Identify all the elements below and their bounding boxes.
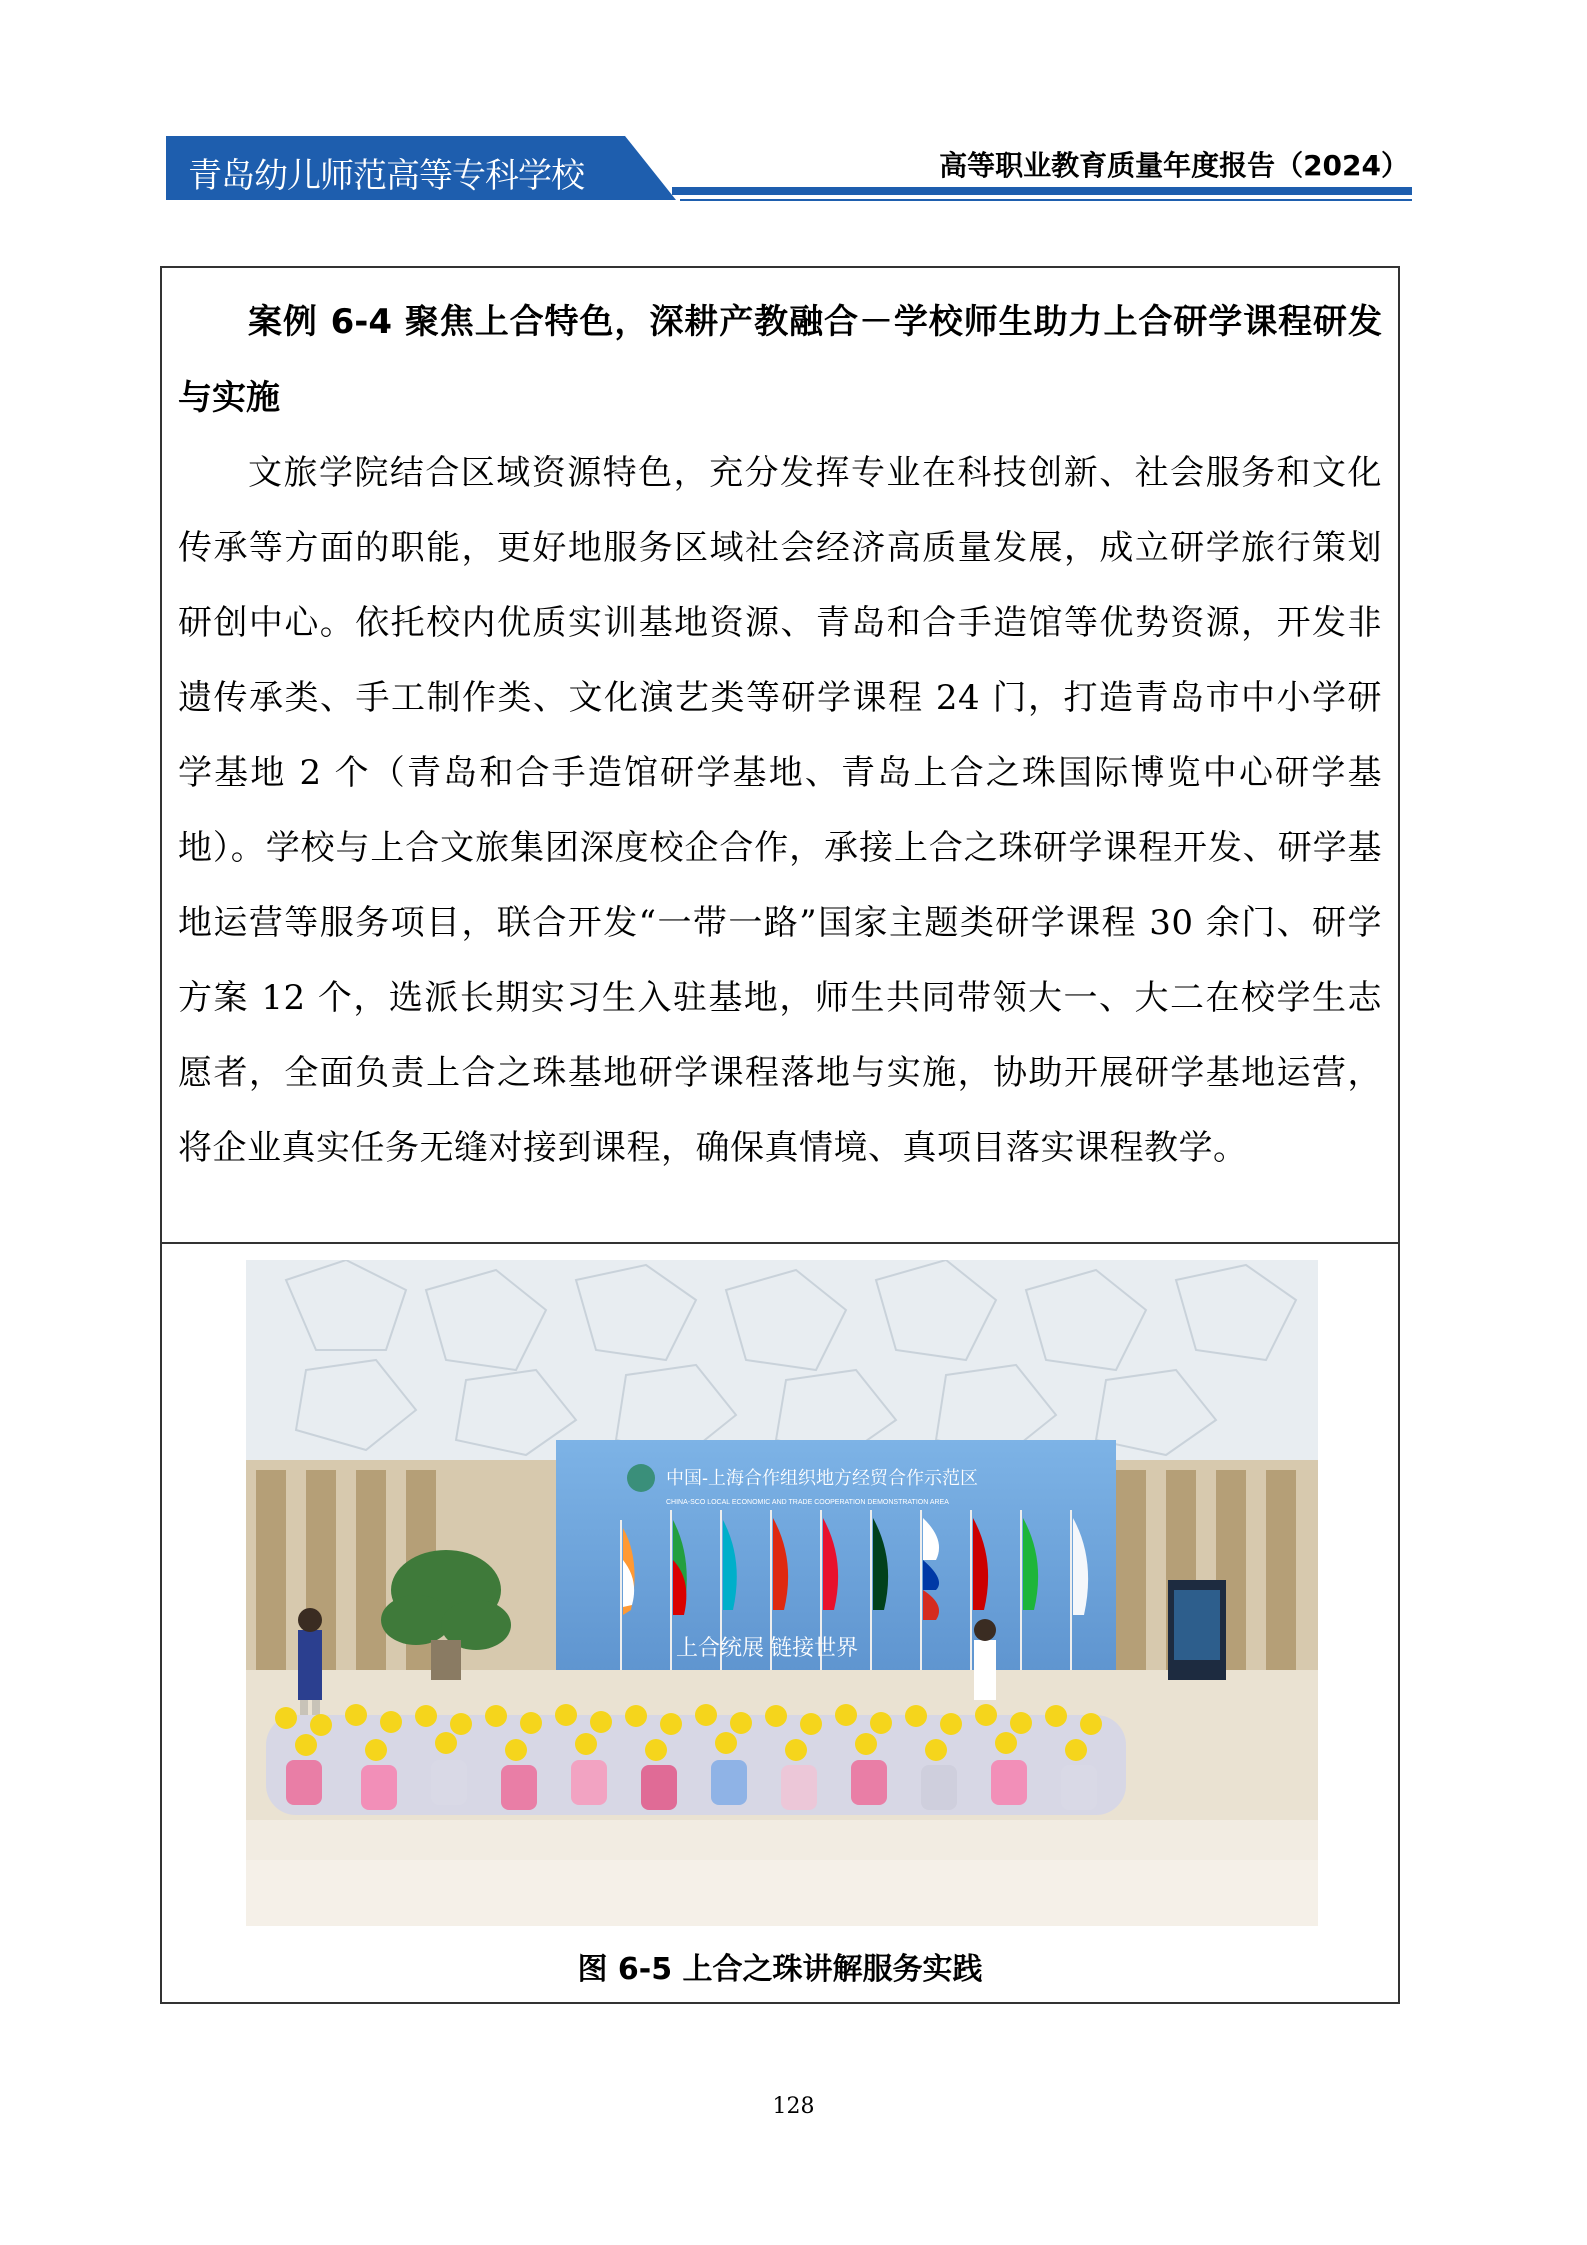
case-title: 案例 6-4 聚焦上合特色，深耕产教融合－学校师生助力上合研学课程研发与实施 — [178, 302, 1382, 418]
school-name: 青岛幼儿师范高等专科学校 — [188, 156, 584, 196]
banner-subtitle: CHINA-SCO LOCAL ECONOMIC AND TRADE COOPERATION DEMONSTRATION AREA — [666, 1499, 949, 1506]
banner-slogan: 上合统展 链接世界 — [676, 1635, 859, 1660]
case-box — [160, 266, 1400, 2004]
report-title: 高等职业教育质量年度报告（2024） — [939, 149, 1409, 182]
photo-children-at-sco-banner — [246, 1260, 1318, 1926]
header-rule — [672, 187, 1412, 195]
page-number: 128 — [772, 2094, 815, 2119]
banner-title: 中国-上海合作组织地方经贸合作示范区 — [666, 1468, 978, 1488]
header-rule-thin — [680, 199, 1412, 201]
case-text-area — [162, 268, 1398, 1244]
case-body: 文旅学院结合区域资源特色，充分发挥专业在科技创新、社会服务和文化传承等方面的职能，更好地服务区域社会经济高质量发展，成立研学旅行策划研创中心。依托校内优质实训基地资源、青岛和合手造馆等优势资源，开发非遗传承类、手工制作类、文化演艺类等研学课程 24 门，打造青岛市中小学研学基地 2 个（青岛和合手造馆研学基地、青岛上合之珠国际博览中心研学基地）。学校与上合文旅集团深度校企合作，承接上合之珠研学课程开发、研学基地运营等服务项目，联合开发“一带一路”国家主题类研学课程 30 余门、研学方案 12 个，选派长期实习生入驻基地，师生共同带领大一、大二在校学生志愿者，全面负责上合之珠基地研学课程落地与实施，协助开展研学基地运营，将企业真实任务无缝对接到课程，确保真情境、真项目落实课程教学。 — [178, 453, 1382, 1168]
figure-caption: 图 6-5 上合之珠讲解服务实践 — [577, 1952, 983, 1987]
